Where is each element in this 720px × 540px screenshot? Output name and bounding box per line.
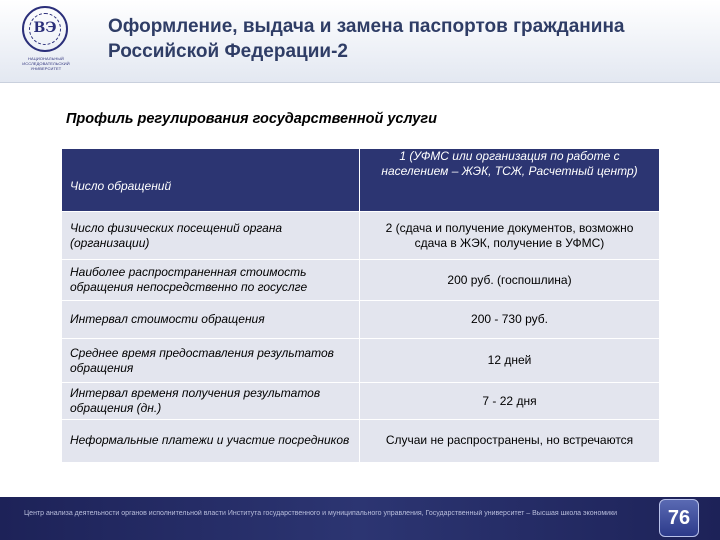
table-row [62, 212, 659, 260]
row-value: 12 дней [360, 339, 660, 383]
row-label: Интервал временя получения результатов обращения (дн.) [62, 383, 360, 420]
logo-caption: НАЦИОНАЛЬНЫЙ ИССЛЕДОВАТЕЛЬСКИЙ УНИВЕРСИТЕТ [22, 56, 70, 71]
row-label: Среднее время предоставления результатов обращения [62, 339, 360, 383]
page-number: 76 [659, 499, 699, 537]
row-value: Случаи не распространены, но встречаются [360, 420, 660, 462]
row-label: Число физических посещений органа (организации) [62, 212, 360, 260]
table-row [62, 339, 659, 383]
table-row [62, 149, 659, 212]
row-label: Число обращений [62, 149, 360, 212]
footer-caption: Центр анализа деятельности органов исполнительной власти Института государственного и муниципального управления, Государственный университет – Высшая школа экономики [24, 510, 618, 517]
slide-title: Оформление, выдача и замена паспортов гражданина Российской Федерации-2 [108, 16, 625, 62]
logo-emblem-icon [22, 6, 68, 52]
row-label: Неформальные платежи и участие посредников [62, 420, 360, 462]
university-logo [14, 6, 78, 76]
table-row [62, 383, 659, 420]
section-title: Профиль регулирования государственной услуги [66, 111, 437, 127]
row-label: Наиболее распространенная стоимость обращения непосредственно по госуслге [62, 260, 360, 301]
regulation-profile-table [62, 149, 659, 462]
slide-header [0, 0, 720, 83]
logo-mark: BЭ [33, 20, 57, 36]
table-row [62, 420, 659, 462]
row-label: Интервал стоимости обращения [62, 301, 360, 339]
row-value: 200 руб. (госпошлина) [360, 260, 660, 301]
row-value: 7 - 22 дня [360, 383, 660, 420]
row-value: 200 - 730 руб. [360, 301, 660, 339]
slide-footer [0, 497, 720, 540]
table-row [62, 301, 659, 339]
table-row [62, 260, 659, 301]
row-value: 2 (сдача и получение документов, возможно сдача в ЖЭК, получение в УФМС) [360, 212, 660, 260]
row-value: 1 (УФМС или организация по работе с населением – ЖЭК, ТСЖ, Расчетный центр) [360, 149, 660, 212]
